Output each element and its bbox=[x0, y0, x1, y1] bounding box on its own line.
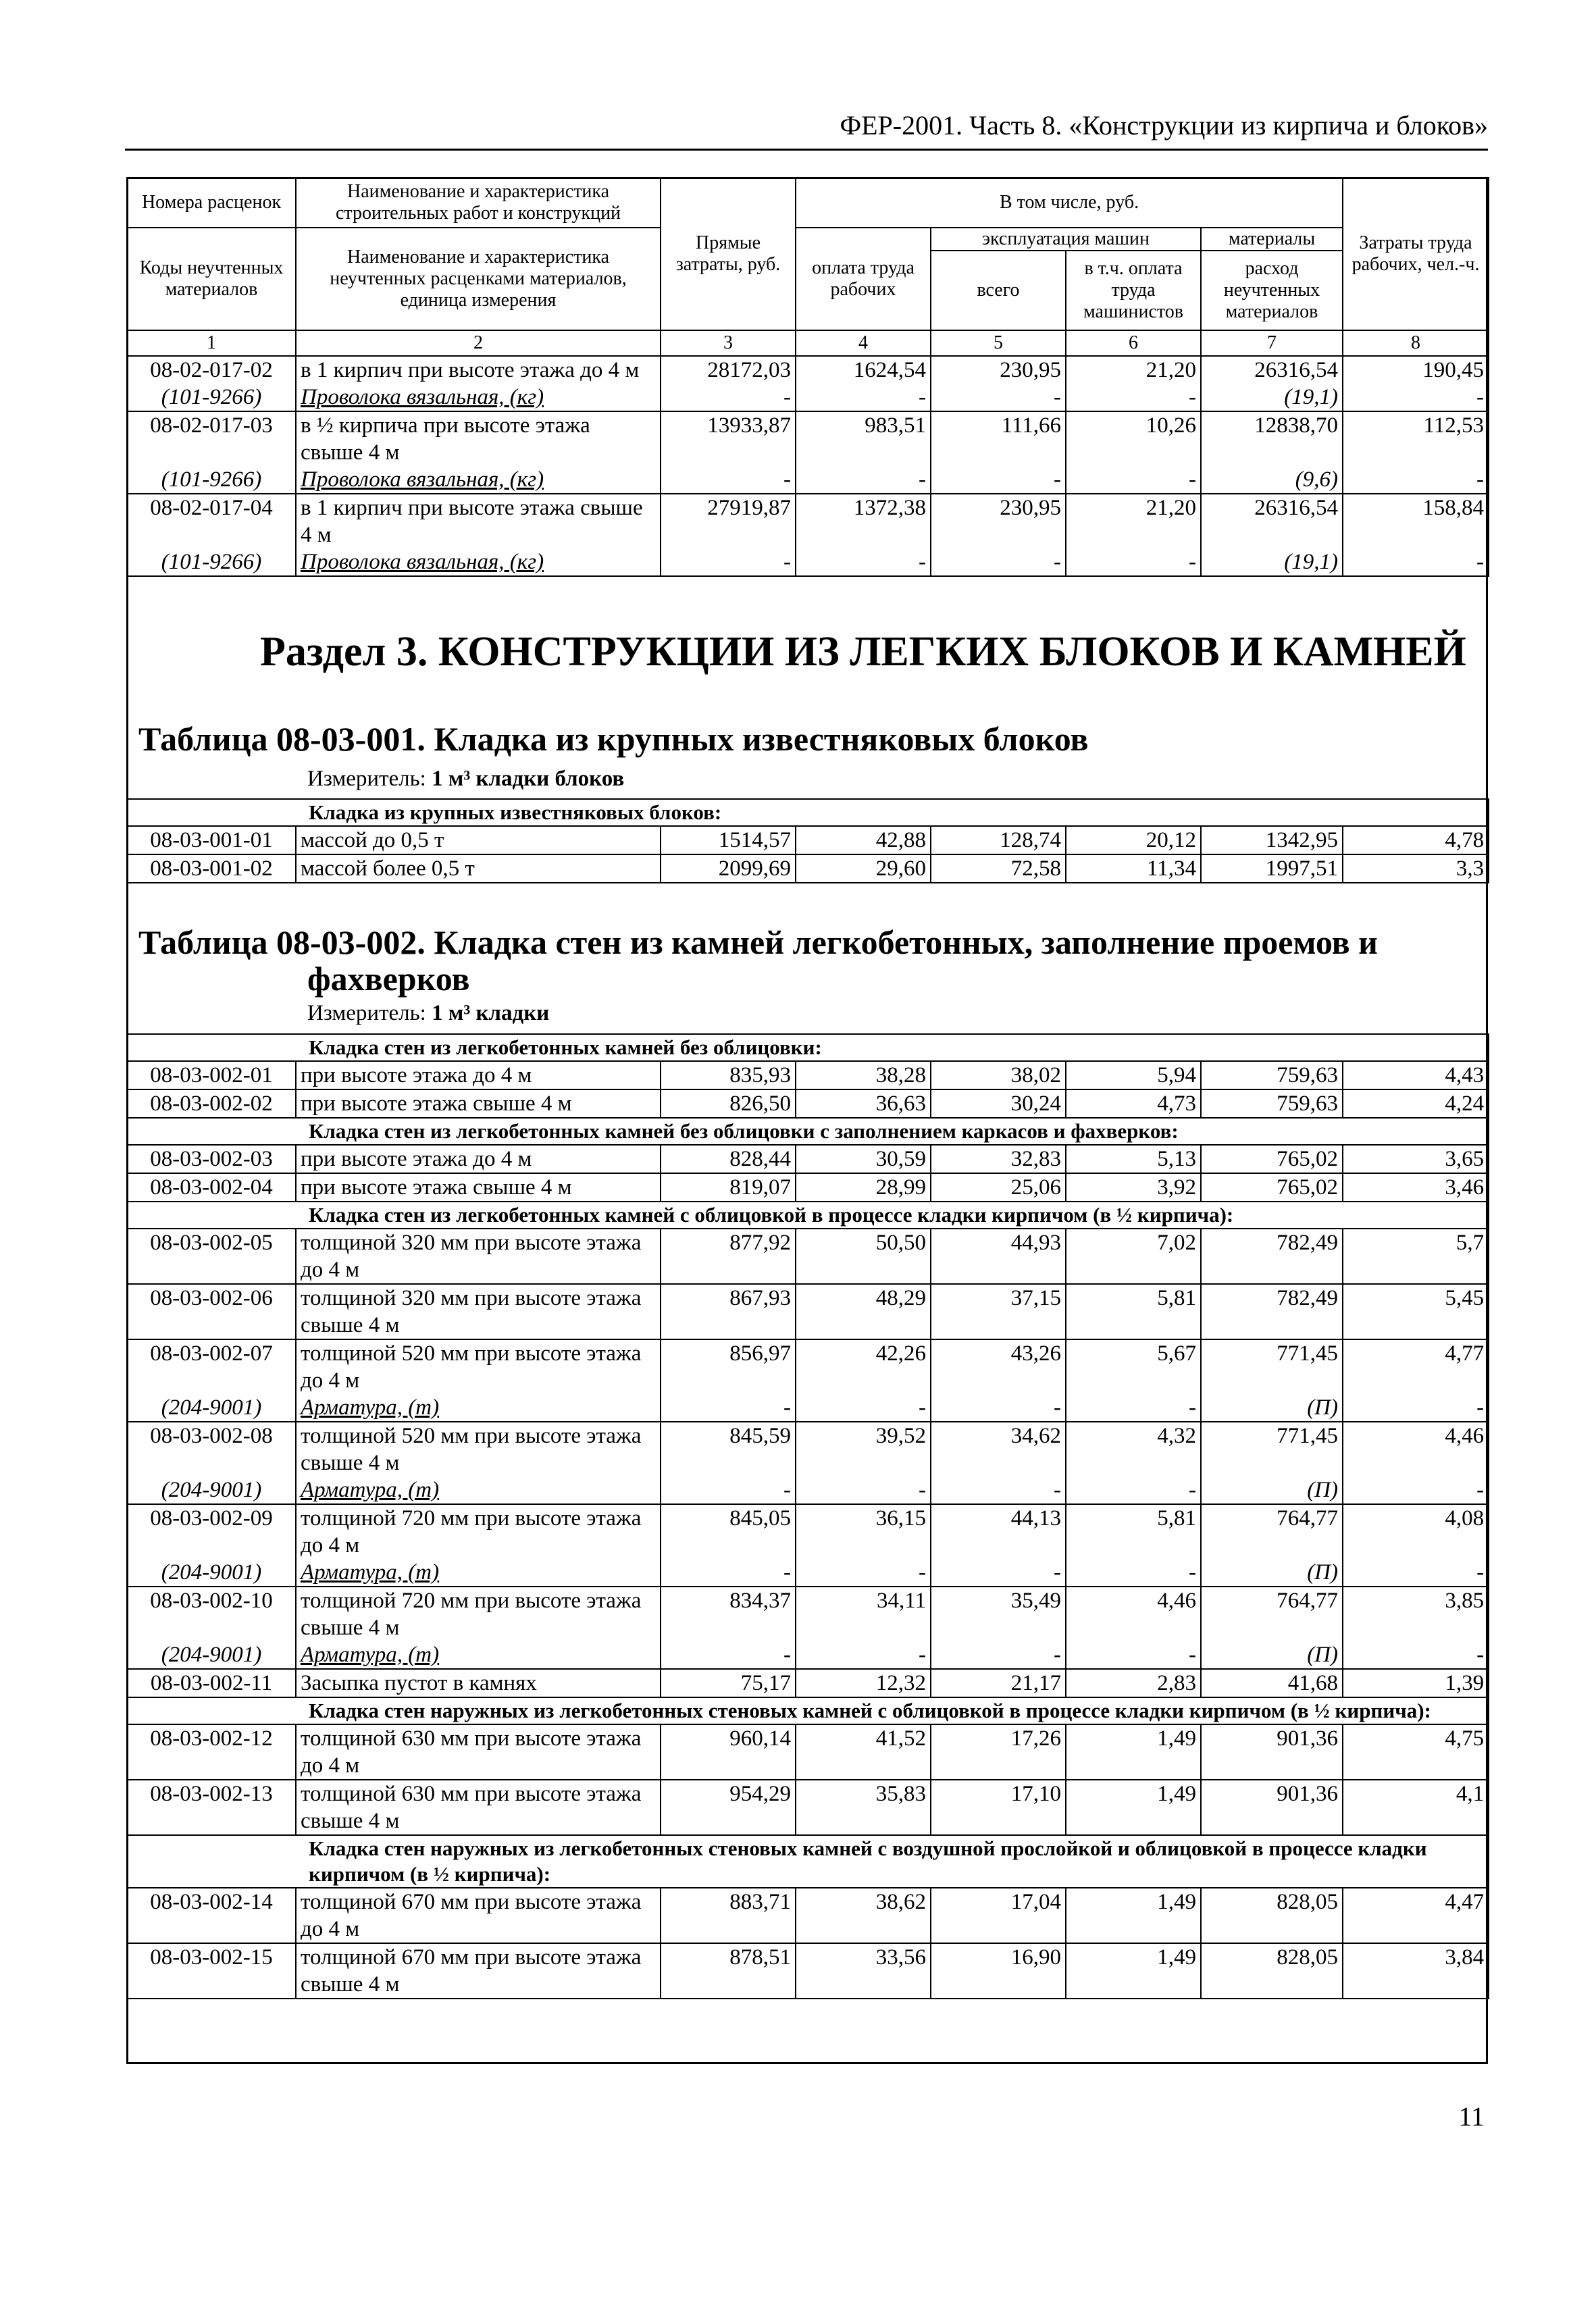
rate-value-7: 901,36 bbox=[1201, 1724, 1343, 1780]
rate-value-4: 1624,54 bbox=[796, 356, 931, 384]
column-number-2: 2 bbox=[296, 330, 661, 356]
rate-row bbox=[127, 1780, 1489, 1835]
rate-name: толщиной 720 мм при высоте этажа до 4 м bbox=[296, 1504, 661, 1559]
group-row bbox=[127, 799, 1489, 826]
group-row bbox=[127, 1202, 1489, 1229]
material-code: (204-9001) bbox=[127, 1394, 296, 1422]
rate-value-3: 845,59 bbox=[661, 1422, 796, 1476]
material-name: Проволока вязальная, (кг) bbox=[296, 466, 661, 494]
rate-value-8: 190,45 bbox=[1343, 356, 1489, 384]
rate-value-7: 26316,54 bbox=[1201, 494, 1343, 548]
rate-value-4: 38,62 bbox=[796, 1888, 931, 1943]
rate-code: 08-02-017-03 bbox=[127, 411, 296, 466]
measure-value: 1 м³ кладки bbox=[432, 1001, 550, 1025]
rate-value-6: 4,46 bbox=[1066, 1587, 1201, 1641]
rate-name: при высоте этажа свыше 4 м bbox=[296, 1173, 661, 1202]
rate-value-6: 7,02 bbox=[1066, 1229, 1201, 1284]
material-value-7: (П) bbox=[1201, 1559, 1343, 1587]
material-value-4: - bbox=[796, 1394, 931, 1422]
rate-value-8: 4,77 bbox=[1343, 1339, 1489, 1394]
column-number-8: 8 bbox=[1343, 330, 1489, 356]
rate-name: в 1 кирпич при высоте этажа до 4 м bbox=[296, 356, 661, 384]
rate-value-6: 1,49 bbox=[1066, 1780, 1201, 1835]
rate-row bbox=[127, 356, 1489, 384]
rate-name: в ½ кирпича при высоте этажа свыше 4 м bbox=[296, 411, 661, 466]
rate-code: 08-03-002-08 bbox=[127, 1422, 296, 1476]
rate-name: толщиной 720 мм при высоте этажа свыше 4 м bbox=[296, 1587, 661, 1641]
column-numbers-row bbox=[127, 330, 1489, 356]
rate-value-7: 764,77 bbox=[1201, 1587, 1343, 1641]
rate-value-8: 4,43 bbox=[1343, 1061, 1489, 1089]
rate-code: 08-03-002-01 bbox=[127, 1061, 296, 1089]
rate-value-6: 1,49 bbox=[1066, 1943, 1201, 1999]
rate-value-4: 30,59 bbox=[796, 1145, 931, 1173]
rate-value-6: 1,49 bbox=[1066, 1888, 1201, 1943]
material-value-5: - bbox=[931, 1559, 1066, 1587]
material-row bbox=[127, 466, 1489, 494]
rate-row bbox=[127, 411, 1489, 466]
group-title: Кладка стен из легкобетонных камней с облицовкой в процессе кладки кирпичом (в ½ кирпича): bbox=[127, 1202, 1489, 1229]
rate-code: 08-03-002-15 bbox=[127, 1943, 296, 1999]
rate-name: массой до 0,5 т bbox=[296, 826, 661, 854]
rate-name: толщиной 670 мм при высоте этажа до 4 м bbox=[296, 1888, 661, 1943]
rate-value-3: 75,17 bbox=[661, 1669, 796, 1697]
group-row bbox=[127, 1835, 1489, 1888]
rate-name: толщиной 520 мм при высоте этажа до 4 м bbox=[296, 1339, 661, 1394]
header-rule bbox=[125, 149, 1488, 151]
rate-row bbox=[127, 826, 1489, 854]
rate-code: 08-02-017-02 bbox=[127, 356, 296, 384]
column-number-7: 7 bbox=[1201, 330, 1343, 356]
rate-value-3: 960,14 bbox=[661, 1724, 796, 1780]
material-value-4: - bbox=[796, 466, 931, 494]
material-value-8: - bbox=[1343, 1641, 1489, 1669]
rate-value-6: 5,94 bbox=[1066, 1061, 1201, 1089]
material-value-6: - bbox=[1066, 466, 1201, 494]
rate-value-3: 834,37 bbox=[661, 1587, 796, 1641]
rate-code: 08-03-002-13 bbox=[127, 1780, 296, 1835]
table-08-03-002 bbox=[126, 1033, 1489, 1999]
group-title: Кладка из крупных известняковых блоков: bbox=[127, 799, 1489, 826]
rate-value-6: 5,81 bbox=[1066, 1284, 1201, 1339]
rate-value-8: 4,24 bbox=[1343, 1089, 1489, 1118]
rate-code: 08-03-002-14 bbox=[127, 1888, 296, 1943]
rates-table-top bbox=[126, 177, 1489, 577]
rate-value-8: 4,47 bbox=[1343, 1888, 1489, 1943]
rate-value-5: 37,15 bbox=[931, 1284, 1066, 1339]
rate-value-8: 112,53 bbox=[1343, 411, 1489, 466]
material-value-7: (П) bbox=[1201, 1394, 1343, 1422]
header-materials: материалы bbox=[1202, 228, 1342, 251]
material-value-5: - bbox=[931, 384, 1066, 411]
rate-row bbox=[127, 1229, 1489, 1284]
rate-value-6: 2,83 bbox=[1066, 1669, 1201, 1697]
material-value-6: - bbox=[1066, 384, 1201, 411]
rate-value-3: 878,51 bbox=[661, 1943, 796, 1999]
measure-label: Измеритель: bbox=[307, 1001, 426, 1025]
rate-value-3: 856,97 bbox=[661, 1339, 796, 1394]
header-wages: оплата труда рабочих bbox=[796, 228, 931, 330]
material-value-3: - bbox=[661, 1476, 796, 1504]
header-direct-costs: Прямые затраты, руб. bbox=[661, 178, 796, 330]
rate-row bbox=[127, 1669, 1489, 1697]
rate-code: 08-02-017-04 bbox=[127, 494, 296, 548]
rate-row bbox=[127, 1943, 1489, 1999]
group-row bbox=[127, 1118, 1489, 1145]
rate-value-7: 765,02 bbox=[1201, 1173, 1343, 1202]
material-value-5: - bbox=[931, 548, 1066, 576]
rate-value-7: 764,77 bbox=[1201, 1504, 1343, 1559]
rate-row bbox=[127, 1724, 1489, 1780]
column-number-4: 4 bbox=[796, 330, 931, 356]
rate-value-6: 21,20 bbox=[1066, 356, 1201, 384]
rate-value-7: 771,45 bbox=[1201, 1422, 1343, 1476]
rate-row bbox=[127, 1339, 1489, 1394]
rate-value-5: 17,26 bbox=[931, 1724, 1066, 1780]
group-title: Кладка стен наружных из легкобетонных стеновых камней с воздушной прослойкой и облицовкой в процессе кладки кирпичом (в ½ кирпича): bbox=[127, 1835, 1489, 1888]
rate-value-8: 4,08 bbox=[1343, 1504, 1489, 1559]
material-value-4: - bbox=[796, 384, 931, 411]
header-rate-number: Номера расценок bbox=[127, 178, 296, 228]
rate-code: 08-03-002-12 bbox=[127, 1724, 296, 1780]
material-code: (101-9266) bbox=[127, 466, 296, 494]
rate-value-3: 867,93 bbox=[661, 1284, 796, 1339]
rate-value-4: 50,50 bbox=[796, 1229, 931, 1284]
rate-value-3: 1514,57 bbox=[661, 826, 796, 854]
rate-code: 08-03-002-06 bbox=[127, 1284, 296, 1339]
group-title: Кладка стен из легкобетонных камней без облицовки: bbox=[127, 1034, 1489, 1061]
rate-name: толщиной 520 мм при высоте этажа свыше 4 м bbox=[296, 1422, 661, 1476]
rate-value-5: 230,95 bbox=[931, 494, 1066, 548]
rate-code: 08-03-002-02 bbox=[127, 1089, 296, 1118]
measure-label: Измеритель: bbox=[307, 767, 426, 791]
rate-value-5: 30,24 bbox=[931, 1089, 1066, 1118]
material-name: Арматура, (т) bbox=[296, 1476, 661, 1504]
header-material-code: Коды неучтенных материалов bbox=[127, 228, 296, 330]
rate-value-7: 901,36 bbox=[1201, 1780, 1343, 1835]
group-row bbox=[127, 1697, 1489, 1724]
rate-value-8: 4,78 bbox=[1343, 826, 1489, 854]
rate-value-5: 21,17 bbox=[931, 1669, 1066, 1697]
material-value-4: - bbox=[796, 1641, 931, 1669]
rate-value-3: 27919,87 bbox=[661, 494, 796, 548]
rate-value-4: 48,29 bbox=[796, 1284, 931, 1339]
header-work-name: Наименование и характеристика строительных работ и конструкций bbox=[296, 178, 661, 228]
rate-code: 08-03-002-09 bbox=[127, 1504, 296, 1559]
rate-code: 08-03-002-07 bbox=[127, 1339, 296, 1394]
rate-row bbox=[127, 1145, 1489, 1173]
rate-value-8: 3,3 bbox=[1343, 854, 1489, 883]
rate-name: толщиной 630 мм при высоте этажа до 4 м bbox=[296, 1724, 661, 1780]
rate-value-5: 72,58 bbox=[931, 854, 1066, 883]
rate-value-3: 883,71 bbox=[661, 1888, 796, 1943]
rate-value-6: 5,81 bbox=[1066, 1504, 1201, 1559]
rate-value-6: 3,92 bbox=[1066, 1173, 1201, 1202]
rate-row bbox=[127, 1504, 1489, 1559]
section-title: Раздел 3. КОНСТРУКЦИИ ИЗ ЛЕГКИХ БЛОКОВ И КАМНЕЙ bbox=[260, 629, 1466, 675]
table1-title: Таблица 08-03-001. Кладка из крупных известняковых блоков bbox=[138, 720, 1089, 758]
rate-value-7: 771,45 bbox=[1201, 1339, 1343, 1394]
rate-value-5: 35,49 bbox=[931, 1587, 1066, 1641]
rate-value-8: 4,75 bbox=[1343, 1724, 1489, 1780]
rate-value-7: 41,68 bbox=[1201, 1669, 1343, 1697]
rate-value-5: 17,04 bbox=[931, 1888, 1066, 1943]
material-value-7: (9,6) bbox=[1201, 466, 1343, 494]
rate-value-6: 10,26 bbox=[1066, 411, 1201, 466]
header-materials-cost: расход неучтенных материалов bbox=[1223, 258, 1320, 322]
rate-value-3: 2099,69 bbox=[661, 854, 796, 883]
rate-name: толщиной 320 мм при высоте этажа до 4 м bbox=[296, 1229, 661, 1284]
rate-value-7: 759,63 bbox=[1201, 1061, 1343, 1089]
material-value-7: (П) bbox=[1201, 1476, 1343, 1504]
rate-value-4: 983,51 bbox=[796, 411, 931, 466]
rate-value-5: 44,13 bbox=[931, 1504, 1066, 1559]
rate-value-3: 819,07 bbox=[661, 1173, 796, 1202]
rate-name: массой более 0,5 т bbox=[296, 854, 661, 883]
rate-value-4: 42,88 bbox=[796, 826, 931, 854]
material-value-7: (П) bbox=[1201, 1641, 1343, 1669]
material-value-4: - bbox=[796, 1559, 931, 1587]
material-value-3: - bbox=[661, 1394, 796, 1422]
header-machines-total: всего bbox=[931, 251, 1066, 330]
rate-value-8: 4,46 bbox=[1343, 1422, 1489, 1476]
rate-name: толщиной 630 мм при высоте этажа свыше 4 м bbox=[296, 1780, 661, 1835]
rate-value-8: 5,45 bbox=[1343, 1284, 1489, 1339]
material-code: (204-9001) bbox=[127, 1476, 296, 1504]
rate-name: Засыпка пустот в камнях bbox=[296, 1669, 661, 1697]
rate-value-6: 20,12 bbox=[1066, 826, 1201, 854]
material-value-3: - bbox=[661, 1559, 796, 1587]
rate-row bbox=[127, 494, 1489, 548]
rate-code: 08-03-001-02 bbox=[127, 854, 296, 883]
header-material-name: Наименование и характеристика неучтенных расценками материалов, единица измерения bbox=[296, 228, 661, 330]
rate-value-6: 11,34 bbox=[1066, 854, 1201, 883]
material-row bbox=[127, 548, 1489, 576]
material-value-7: (19,1) bbox=[1201, 384, 1343, 411]
rate-code: 08-03-002-03 bbox=[127, 1145, 296, 1173]
rate-value-5: 128,74 bbox=[931, 826, 1066, 854]
rate-value-8: 4,1 bbox=[1343, 1780, 1489, 1835]
material-value-3: - bbox=[661, 548, 796, 576]
rate-value-5: 32,83 bbox=[931, 1145, 1066, 1173]
rate-value-4: 36,15 bbox=[796, 1504, 931, 1559]
material-value-8: - bbox=[1343, 548, 1489, 576]
rate-value-4: 39,52 bbox=[796, 1422, 931, 1476]
rate-name: при высоте этажа до 4 м bbox=[296, 1061, 661, 1089]
material-code: (204-9001) bbox=[127, 1559, 296, 1587]
header-labor: Затраты труда рабочих, чел.-ч. bbox=[1343, 178, 1489, 330]
rate-code: 08-03-002-11 bbox=[127, 1669, 296, 1697]
header-machines: эксплуатация машин bbox=[931, 228, 1200, 251]
rate-value-4: 41,52 bbox=[796, 1724, 931, 1780]
material-value-5: - bbox=[931, 1394, 1066, 1422]
rate-value-5: 230,95 bbox=[931, 356, 1066, 384]
rate-code: 08-03-001-01 bbox=[127, 826, 296, 854]
rate-code: 08-03-002-05 bbox=[127, 1229, 296, 1284]
material-code: (101-9266) bbox=[127, 548, 296, 576]
material-value-3: - bbox=[661, 1641, 796, 1669]
rate-code: 08-03-002-04 bbox=[127, 1173, 296, 1202]
material-value-8: - bbox=[1343, 1476, 1489, 1504]
rate-value-4: 42,26 bbox=[796, 1339, 931, 1394]
rate-value-6: 4,73 bbox=[1066, 1089, 1201, 1118]
rate-value-4: 36,63 bbox=[796, 1089, 931, 1118]
material-value-3: - bbox=[661, 466, 796, 494]
material-value-6: - bbox=[1066, 548, 1201, 576]
rate-row bbox=[127, 1284, 1489, 1339]
table1-measure bbox=[307, 767, 624, 792]
material-row bbox=[127, 1641, 1489, 1669]
rate-value-8: 5,7 bbox=[1343, 1229, 1489, 1284]
material-name: Арматура, (т) bbox=[296, 1641, 661, 1669]
rate-value-6: 1,49 bbox=[1066, 1724, 1201, 1780]
material-row bbox=[127, 1559, 1489, 1587]
rate-name: при высоте этажа до 4 м bbox=[296, 1145, 661, 1173]
rate-value-6: 4,32 bbox=[1066, 1422, 1201, 1476]
rate-code: 08-03-002-10 bbox=[127, 1587, 296, 1641]
rate-value-7: 782,49 bbox=[1201, 1229, 1343, 1284]
material-value-8: - bbox=[1343, 1559, 1489, 1587]
rate-value-7: 828,05 bbox=[1201, 1943, 1343, 1999]
column-number-3: 3 bbox=[661, 330, 796, 356]
table2-title-line2: фахверков bbox=[307, 960, 470, 998]
rate-value-6: 5,67 bbox=[1066, 1339, 1201, 1394]
rate-value-5: 43,26 bbox=[931, 1339, 1066, 1394]
material-name: Проволока вязальная, (кг) bbox=[296, 548, 661, 576]
rate-value-5: 34,62 bbox=[931, 1422, 1066, 1476]
rate-row bbox=[127, 1061, 1489, 1089]
material-value-7: (19,1) bbox=[1201, 548, 1343, 576]
rate-name: толщиной 320 мм при высоте этажа свыше 4 м bbox=[296, 1284, 661, 1339]
material-row bbox=[127, 1394, 1489, 1422]
rate-value-7: 26316,54 bbox=[1201, 356, 1343, 384]
material-name: Арматура, (т) bbox=[296, 1394, 661, 1422]
rate-row bbox=[127, 1422, 1489, 1476]
material-code: (101-9266) bbox=[127, 384, 296, 411]
rate-row bbox=[127, 1173, 1489, 1202]
table2-measure bbox=[307, 1001, 549, 1026]
rate-value-4: 29,60 bbox=[796, 854, 931, 883]
table2-title-line1: Таблица 08-03-002. Кладка стен из камней легкобетонных, заполнение проемов и bbox=[138, 923, 1378, 961]
rate-value-4: 34,11 bbox=[796, 1587, 931, 1641]
material-value-5: - bbox=[931, 466, 1066, 494]
material-value-4: - bbox=[796, 1476, 931, 1504]
rate-value-4: 38,28 bbox=[796, 1061, 931, 1089]
group-title: Кладка стен из легкобетонных камней без облицовки с заполнением каркасов и фахверков: bbox=[127, 1118, 1489, 1145]
material-name: Проволока вязальная, (кг) bbox=[296, 384, 661, 411]
material-code: (204-9001) bbox=[127, 1641, 296, 1669]
rate-value-4: 28,99 bbox=[796, 1173, 931, 1202]
rate-value-8: 3,65 bbox=[1343, 1145, 1489, 1173]
rate-value-6: 21,20 bbox=[1066, 494, 1201, 548]
rate-value-7: 759,63 bbox=[1201, 1089, 1343, 1118]
rate-row bbox=[127, 1587, 1489, 1641]
rate-value-3: 845,05 bbox=[661, 1504, 796, 1559]
material-value-5: - bbox=[931, 1476, 1066, 1504]
column-number-1: 1 bbox=[127, 330, 296, 356]
rate-value-3: 826,50 bbox=[661, 1089, 796, 1118]
rate-value-5: 25,06 bbox=[931, 1173, 1066, 1202]
rate-value-6: 5,13 bbox=[1066, 1145, 1201, 1173]
rate-value-5: 16,90 bbox=[931, 1943, 1066, 1999]
page-number: 11 bbox=[1458, 2101, 1485, 2132]
rate-value-7: 828,05 bbox=[1201, 1888, 1343, 1943]
table-08-03-001 bbox=[126, 798, 1489, 883]
rate-value-3: 954,29 bbox=[661, 1780, 796, 1835]
rate-name: при высоте этажа свыше 4 м bbox=[296, 1089, 661, 1118]
rate-value-8: 3,85 bbox=[1343, 1587, 1489, 1641]
rate-value-5: 44,93 bbox=[931, 1229, 1066, 1284]
material-value-6: - bbox=[1066, 1641, 1201, 1669]
rate-value-4: 35,83 bbox=[796, 1780, 931, 1835]
rate-value-8: 3,46 bbox=[1343, 1173, 1489, 1202]
rate-value-5: 17,10 bbox=[931, 1780, 1066, 1835]
rate-name: толщиной 670 мм при высоте этажа свыше 4 м bbox=[296, 1943, 661, 1999]
rate-value-7: 12838,70 bbox=[1201, 411, 1343, 466]
rate-value-4: 33,56 bbox=[796, 1943, 931, 1999]
material-name: Арматура, (т) bbox=[296, 1559, 661, 1587]
rate-value-7: 1997,51 bbox=[1201, 854, 1343, 883]
material-value-4: - bbox=[796, 548, 931, 576]
page-header: ФЕР-2001. Часть 8. «Конструкции из кирпича и блоков» bbox=[840, 110, 1488, 140]
rate-value-8: 1,39 bbox=[1343, 1669, 1489, 1697]
rate-row bbox=[127, 854, 1489, 883]
material-value-8: - bbox=[1343, 466, 1489, 494]
rate-value-5: 111,66 bbox=[931, 411, 1066, 466]
rate-row bbox=[127, 1089, 1489, 1118]
rate-value-8: 158,84 bbox=[1343, 494, 1489, 548]
rate-value-3: 877,92 bbox=[661, 1229, 796, 1284]
rate-value-7: 765,02 bbox=[1201, 1145, 1343, 1173]
rate-value-4: 1372,38 bbox=[796, 494, 931, 548]
rate-value-7: 782,49 bbox=[1201, 1284, 1343, 1339]
rate-value-8: 3,84 bbox=[1343, 1943, 1489, 1999]
material-value-8: - bbox=[1343, 384, 1489, 411]
rate-value-4: 12,32 bbox=[796, 1669, 931, 1697]
material-value-5: - bbox=[931, 1641, 1066, 1669]
rate-name: в 1 кирпич при высоте этажа свыше 4 м bbox=[296, 494, 661, 548]
material-row bbox=[127, 384, 1489, 411]
rate-value-7: 1342,95 bbox=[1201, 826, 1343, 854]
material-value-6: - bbox=[1066, 1394, 1201, 1422]
rate-value-3: 28172,03 bbox=[661, 356, 796, 384]
material-value-6: - bbox=[1066, 1476, 1201, 1504]
rate-value-3: 13933,87 bbox=[661, 411, 796, 466]
rate-value-5: 38,02 bbox=[931, 1061, 1066, 1089]
group-title: Кладка стен наружных из легкобетонных стеновых камней с облицовкой в процессе кладки кирпичом (в ½ кирпича): bbox=[127, 1697, 1489, 1724]
material-value-3: - bbox=[661, 384, 796, 411]
material-row bbox=[127, 1476, 1489, 1504]
material-value-6: - bbox=[1066, 1559, 1201, 1587]
measure-value: 1 м³ кладки блоков bbox=[432, 767, 625, 791]
header-in-total: В том числе, руб. bbox=[796, 178, 1343, 228]
rate-value-3: 828,44 bbox=[661, 1145, 796, 1173]
rate-row bbox=[127, 1888, 1489, 1943]
column-number-6: 6 bbox=[1066, 330, 1201, 356]
rate-value-3: 835,93 bbox=[661, 1061, 796, 1089]
header-machinist-wages: в т.ч. оплата труда машинистов bbox=[1083, 258, 1183, 322]
material-value-8: - bbox=[1343, 1394, 1489, 1422]
column-number-5: 5 bbox=[931, 330, 1066, 356]
group-row bbox=[127, 1034, 1489, 1061]
